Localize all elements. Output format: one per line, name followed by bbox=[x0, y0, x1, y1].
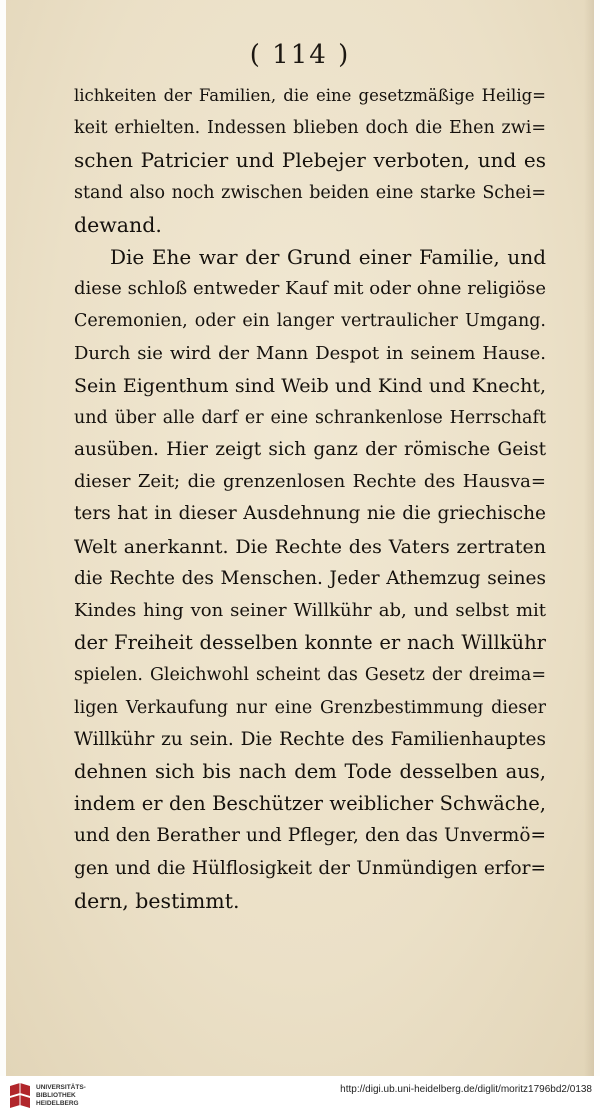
text-line: der Freiheit desselben konnte er nach Willkühr bbox=[74, 631, 546, 655]
text-line: dieser Zeit; die grenzenlosen Rechte des Hausva= bbox=[74, 471, 546, 493]
page-edge-shadow bbox=[584, 0, 594, 1076]
library-logo-icon bbox=[8, 1082, 32, 1112]
text-line: die Rechte des Menschen. Jeder Athemzug seines bbox=[74, 567, 546, 589]
library-name bbox=[36, 1084, 86, 1108]
text-line: ters hat in dieser Ausdehnung nie die griechische bbox=[74, 503, 546, 525]
text-line: dewand. bbox=[74, 212, 162, 237]
source-url-link[interactable]: http://digi.ub.uni-heidelberg.de/diglit/moritz1796bd2/0138 bbox=[340, 1084, 592, 1095]
library-name-line: HEIDELBERG bbox=[36, 1100, 79, 1107]
text-line: ausüben. Hier zeigt sich ganz der römische Geist bbox=[74, 439, 546, 461]
text-line: Welt anerkannt. Die Rechte des Vaters zertraten bbox=[74, 535, 546, 558]
text-line: diese schloß entweder Kauf mit oder ohne religiöse bbox=[74, 278, 546, 300]
book-page bbox=[6, 0, 594, 1076]
text-line: gen und die Hülflosigkeit der Unmündigen erfor= bbox=[74, 857, 546, 879]
text-line: spielen. Gleichwohl scheint das Gesetz der dreima= bbox=[74, 665, 546, 686]
page-number: ( 114 ) bbox=[249, 40, 351, 70]
paragraph-start-line: Die Ehe war der Grund einer Familie, und bbox=[110, 244, 546, 269]
text-line: Kindes hing von seiner Willkühr ab, und selbst mit bbox=[74, 600, 546, 621]
library-name-line: BIBLIOTHEK bbox=[36, 1092, 76, 1099]
footer-bar bbox=[0, 1076, 600, 1120]
text-line: Ceremonien, oder ein langer vertraulicher Umgang. bbox=[74, 311, 546, 332]
text-line: dehnen sich bis nach dem Tode desselben aus, bbox=[74, 759, 546, 783]
body-text bbox=[74, 80, 546, 917]
text-line: Durch sie wird der Mann Despot in seinem Hause. bbox=[74, 342, 546, 364]
text-line: Willkühr zu sein. Die Rechte des Familienhauptes bbox=[74, 728, 546, 750]
text-line: schen Patricier und Plebejer verboten, und es bbox=[74, 148, 546, 173]
text-line: und den Berather und Pfleger, den das Unvermö= bbox=[74, 825, 546, 847]
library-name-line: UNIVERSITÄTS- bbox=[36, 1084, 86, 1091]
text-line: lichkeiten der Familien, die eine gesetzmäßige Heilig= bbox=[74, 86, 546, 105]
text-line: Sein Eigenthum sind Weib und Kind und Knecht, bbox=[74, 374, 546, 397]
text-line: keit erhielten. Indessen blieben doch die Ehen zwi= bbox=[74, 118, 546, 139]
text-line: ligen Verkaufung nur eine Grenzbestimmung dieser bbox=[74, 697, 546, 718]
text-line: stand also noch zwischen beiden eine starke Schei= bbox=[74, 182, 546, 203]
text-line: und über alle darf er eine schrankenlose Herrschaft bbox=[74, 407, 546, 428]
text-line: indem er den Beschützer weiblicher Schwäche, bbox=[74, 792, 546, 816]
text-line: dern, bestimmt. bbox=[74, 888, 240, 913]
